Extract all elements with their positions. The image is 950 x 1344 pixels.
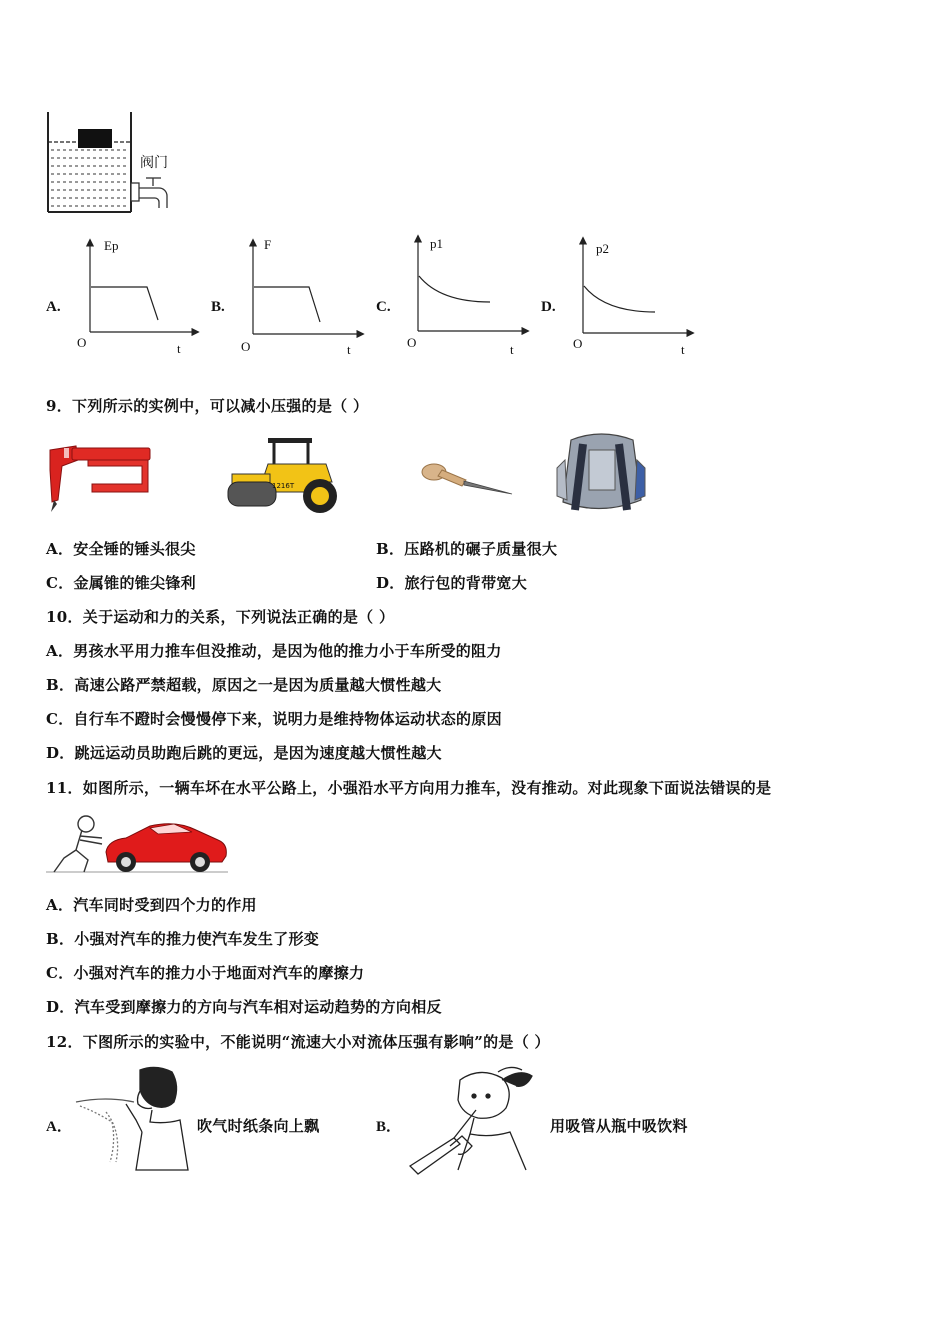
graph-d-origin: O [573,336,583,351]
q12-option-a-text[interactable]: 吹气时纸条向上飘 [197,1117,320,1135]
graph-icons [0,0,950,380]
graph-c-origin: O [407,335,417,350]
q12-option-b-key[interactable]: B． [376,1119,402,1135]
safety-hammer-icon [48,440,158,520]
graph-b-origin: O [241,339,251,354]
girl-drinking-icon [410,1066,546,1178]
graph-a-xlabel: t [177,341,181,356]
q9-option-c[interactable]: C．金属锥的锥尖锋利 [46,574,196,592]
graph-d-option: D. [541,299,556,315]
graph-d-ylabel: p2 [596,241,609,256]
valve-label: 阀门 [140,156,168,171]
q12-option-a-key[interactable]: A． [46,1119,72,1135]
boy-blowing-paper-icon [76,1062,194,1174]
q9-option-d[interactable]: D．旅行包的背带宽大 [376,574,528,592]
q11-option-c[interactable]: C．小强对汽车的推力小于地面对汽车的摩擦力 [46,964,365,982]
graph-b [253,240,363,334]
road-roller-icon [228,434,348,514]
q10-option-b[interactable]: B．高速公路严禁超载，原因之一是因为质量越大惯性越大 [46,676,442,694]
q12-stem: 12．下图所示的实验中，不能说明“流速大小对流体压强有影响”的是（ ） [46,1033,550,1051]
graph-d-xlabel: t [681,342,685,357]
graph-c-option: C. [376,299,391,315]
q11-option-d[interactable]: D．汽车受到摩擦力的方向与汽车相对运动趋势的方向相反 [46,998,442,1016]
graph-b-xlabel: t [347,342,351,357]
q10-option-a[interactable]: A．男孩水平用力推车但没推动，是因为他的推力小于车所受的阻力 [46,642,502,660]
graph-c-ylabel: p1 [430,236,443,251]
boy-pushing-car-icon [46,810,231,878]
q11-stem: 11．如图所示，一辆车坏在水平公路上，小强沿水平方向用力推车，没有推动。对此现象下面说法错误的是 [46,779,772,797]
q10-option-c[interactable]: C．自行车不蹬时会慢慢停下来，说明力是维持物体运动状态的原因 [46,710,502,728]
q9-option-b[interactable]: B．压路机的碾子质量很大 [376,540,558,558]
graph-a-option: A. [46,299,61,315]
q11-option-b[interactable]: B．小强对汽车的推力使汽车发生了形变 [46,930,320,948]
metal-awl-icon [412,458,522,508]
graph-b-ylabel: F [264,237,272,252]
q10-option-d[interactable]: D．跳远运动员助跑后跳的更远，是因为速度越大惯性越大 [46,744,442,762]
graph-b-option: B. [211,299,225,315]
q12-option-b-text[interactable]: 用吸管从瓶中吸饮料 [550,1117,688,1135]
q9-stem: 9．下列所示的实例中，可以减小压强的是（ ） [46,397,369,415]
graph-a-ylabel: Ep [104,238,119,253]
q9-option-a[interactable]: A．安全锤的锤头很尖 [46,540,196,558]
graph-a-origin: O [77,335,87,350]
q11-option-a[interactable]: A．汽车同时受到四个力的作用 [46,896,257,914]
q10-stem: 10．关于运动和力的关系，下列说法正确的是（ ） [46,608,395,626]
graph-c-xlabel: t [510,342,514,357]
roller-plate-text: 1216T [272,482,295,490]
backpack-icon [553,430,649,522]
